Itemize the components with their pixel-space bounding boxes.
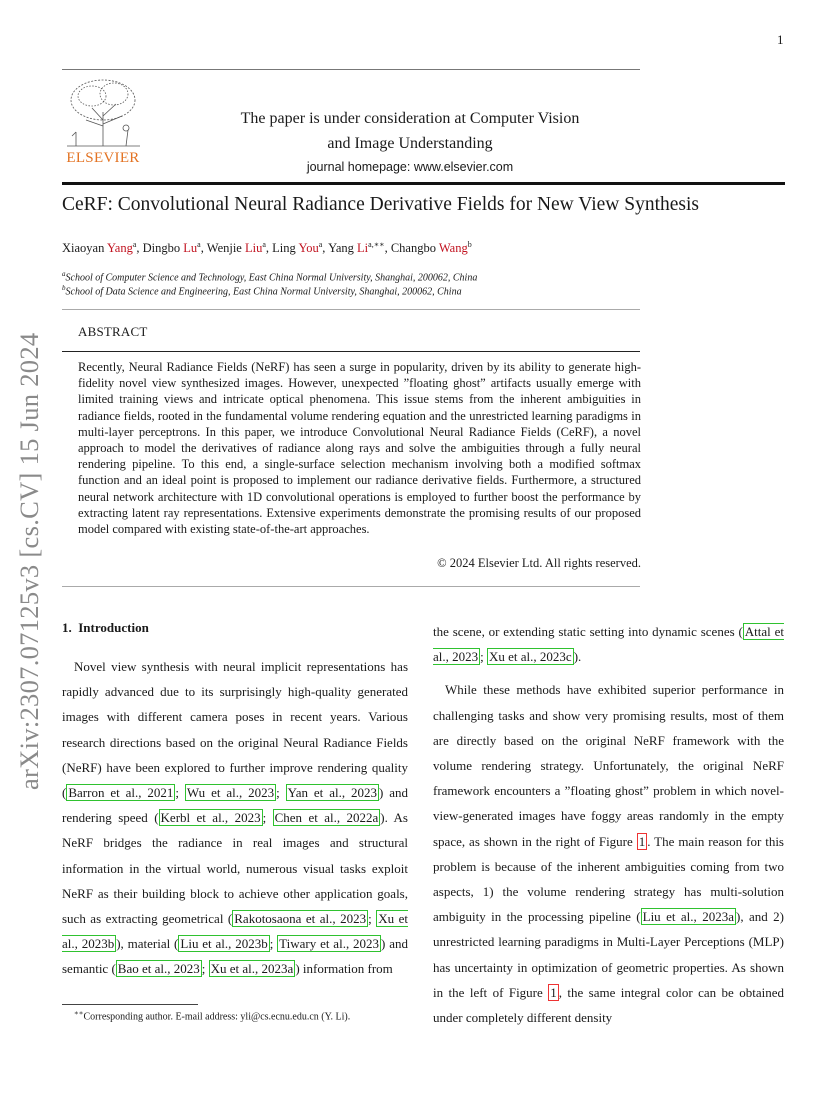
intro-paragraph-2	[433, 677, 784, 1030]
body-text: ;	[368, 911, 377, 927]
citation-link[interactable]: Xu et al., 2023c	[489, 649, 572, 665]
page-number: 1	[777, 32, 784, 47]
author-separator: ,	[136, 241, 143, 256]
citation-link[interactable]: Rakotosaona et al., 2023	[234, 911, 367, 927]
footnote	[74, 1009, 350, 1022]
body-text: ;	[175, 785, 185, 801]
author-surname[interactable]: Wang	[438, 241, 468, 256]
paper-title: CeRF: Convolutional Neural Radiance Derivative Fields for New View Synthesis	[62, 194, 699, 215]
affiliation-b	[62, 284, 462, 297]
arxiv-stamp: arXiv:2307.07125v3 [cs.CV] 15 Jun 2024	[14, 332, 44, 790]
author-first-name: Yang	[328, 241, 358, 256]
author-surname[interactable]: Li	[357, 241, 369, 256]
figure-ref-link[interactable]: 1	[638, 833, 646, 849]
author-first-name: Wenjie	[206, 241, 245, 256]
body-text: ;	[262, 810, 273, 826]
body-text: ), and 2) unrestricted learning paradigms in Multi-Layer Perceptions (MLP) has uncertainty in optimization of geometric properties. As shown in the left of Figure	[433, 909, 785, 1000]
citation-link[interactable]: Bao et al., 2023	[117, 961, 200, 977]
citation-link[interactable]: Wu et al., 2023	[186, 785, 275, 801]
body-text: ) and semantic (	[62, 936, 408, 977]
author-affiliation-mark: a	[318, 240, 323, 249]
footnote-text: Corresponding author. E-mail address: yli@cs.ecnu.edu.cn (Y. Li).	[83, 1011, 351, 1023]
body-text: , the same integral color can be obtained under completely different density	[433, 984, 784, 1026]
author-separator: ,	[322, 241, 329, 256]
elsevier-wordmark: ELSEVIER	[66, 150, 140, 166]
affiliation-text: School of Computer Science and Technology, East China Normal University, Shanghai, 200062, China	[65, 272, 478, 284]
footnote-rule	[62, 1004, 198, 1005]
author-surname[interactable]: You	[298, 241, 319, 256]
author-first-name: Dingbo	[142, 241, 184, 256]
body-text: ;	[201, 961, 209, 977]
body-text: . The main reason for this problem is because of the inherent ambiguities coming from two aspects, 1) the volume rendering strategy has multi-solution ambiguity in the processing pipeline (	[433, 833, 784, 925]
citation-link[interactable]: Barron et al., 2021	[68, 785, 174, 801]
abstract-text: Recently, Neural Radiance Fields (NeRF) has seen a surge in popularity, driven by its ability to generate high-fidelity novel view synthesized images. However, unexpected ”floating ghost” artifacts usually emerge with limited training views and intricate optical phenomena. This issue stems from the inherent ambiguities in radiance fields, rooted in the fundamental volume rendering equation and the unrestricted learning paradigms in multi-layer perceptrons. In this paper, we introduce Convolutional Neural Radiance Fields (CeRF), a novel approach to model the derivatives of radiance along rays and solve the ambiguities through a fully neural rendering pipeline. To this end, a single-surface selection mechanism involving both a modified softmax function and an ideal point is proposed to implement our radiance derivative fields. Furthermore, a structured neural network architecture with 1D convolutional operations is employed to further boost the performance by extracting latent ray representations. Extensive experiments demonstrate the promising results of our proposed model compared with existing state-of-the-art approaches.	[78, 360, 641, 537]
body-text: ;	[480, 649, 488, 665]
author-affiliation-mark: a	[197, 240, 201, 249]
author-separator: ,	[384, 241, 391, 256]
affiliation-mark: a	[62, 270, 66, 278]
citation-link[interactable]: Xu et al., 2023b	[62, 911, 408, 952]
body-text: ).	[573, 649, 582, 665]
body-text: ;	[276, 785, 286, 801]
author-affiliation-mark: a,∗∗	[368, 240, 385, 249]
author	[272, 241, 322, 255]
body-text: the scene, or extending static setting into dynamic scenes (	[433, 624, 743, 639]
author-first-name: Changbo	[390, 241, 439, 256]
section-heading	[62, 620, 149, 636]
section-number: 1.	[62, 620, 72, 635]
journal-line-2: and Image Understanding	[327, 135, 493, 152]
citation-link[interactable]: Chen et al., 2022a	[274, 810, 379, 826]
left-column	[62, 654, 408, 982]
abstract-heading-rule	[62, 351, 640, 352]
body-text: ) information from	[295, 961, 393, 977]
author-first-name: Ling	[272, 241, 299, 256]
intro-paragraph-1-continued	[433, 619, 784, 669]
author-surname[interactable]: Yang	[107, 241, 133, 256]
abstract-bottom-rule	[62, 586, 640, 587]
journal-line-1: The paper is under consideration at Computer Vision	[240, 110, 580, 127]
affiliation-mark: b	[62, 284, 66, 292]
citation-link[interactable]: Kerbl et al., 2023	[160, 810, 261, 826]
citation-link[interactable]: Xu et al., 2023a	[210, 961, 294, 977]
author-first-name: Xiaoyan	[62, 241, 108, 256]
author-surname[interactable]: Liu	[244, 241, 263, 256]
citation-link[interactable]: Yan et al., 2023	[287, 785, 377, 801]
author-separator: ,	[200, 241, 207, 256]
author	[62, 241, 136, 255]
section-title: Introduction	[78, 620, 149, 635]
author	[391, 241, 472, 255]
citation-link[interactable]: Liu et al., 2023b	[180, 936, 268, 952]
author-affiliation-mark: b	[467, 240, 472, 249]
journal-name	[208, 106, 612, 156]
body-text: While these methods have exhibited superior performance in challenging tasks and show very promising results, most of them are directly based on the original NeRF framework with the volume rendering strategy. Unfortunately, the original NeRF framework encounters a ”floating ghost” problem in which novel-view-generated images have foggy areas randomly in the empty space, as shown in the right of Figure	[433, 682, 784, 849]
body-text: ), material (	[116, 936, 179, 952]
body-text: Novel view synthesis with neural implicit representations has rapidly advanced due to its surprisingly high-quality generated images with different camera poses in recent years. Various research directions based on the original Neural Radiance Fields (NeRF) have been explored to further improve rendering quality (	[62, 659, 408, 801]
footnote-mark: ∗∗	[74, 1009, 84, 1017]
author-affiliation-mark: a	[132, 240, 137, 249]
body-text: ;	[269, 936, 278, 952]
author	[328, 241, 385, 255]
figure-ref-link[interactable]: 1	[550, 984, 557, 1000]
journal-homepage: journal homepage: www.elsevier.com	[306, 160, 514, 174]
abstract-heading: ABSTRACT	[78, 324, 148, 339]
body-text: ) and rendering speed (	[62, 785, 408, 826]
affiliation-a	[62, 270, 477, 283]
copyright-notice: © 2024 Elsevier Ltd. All rights reserved.	[437, 556, 641, 570]
author	[143, 241, 201, 255]
intro-paragraph-1	[62, 654, 408, 982]
author-affiliation-mark: a	[262, 240, 266, 249]
citation-link[interactable]: Liu et al., 2023a	[642, 909, 734, 925]
right-column	[433, 619, 784, 1030]
header-thick-rule	[62, 182, 785, 185]
author	[207, 241, 266, 255]
citation-link[interactable]: Attal et al., 2023	[433, 624, 784, 665]
author-separator: ,	[265, 241, 273, 256]
body-text: ). As NeRF bridges the radiance in real images and structural information in the virtual world, numerous visual tasks exploit NeRF as their building block to achieve other application goals, such as extracting geometrical (	[62, 810, 408, 927]
affiliation-text: School of Data Science and Engineering, East China Normal University, Shanghai, 200062, China	[65, 286, 462, 298]
abstract-top-rule	[62, 309, 640, 310]
citation-link[interactable]: Tiwary et al., 2023	[279, 936, 380, 952]
author-surname[interactable]: Lu	[183, 241, 198, 256]
author-list	[62, 240, 472, 256]
header-rule	[62, 69, 640, 70]
